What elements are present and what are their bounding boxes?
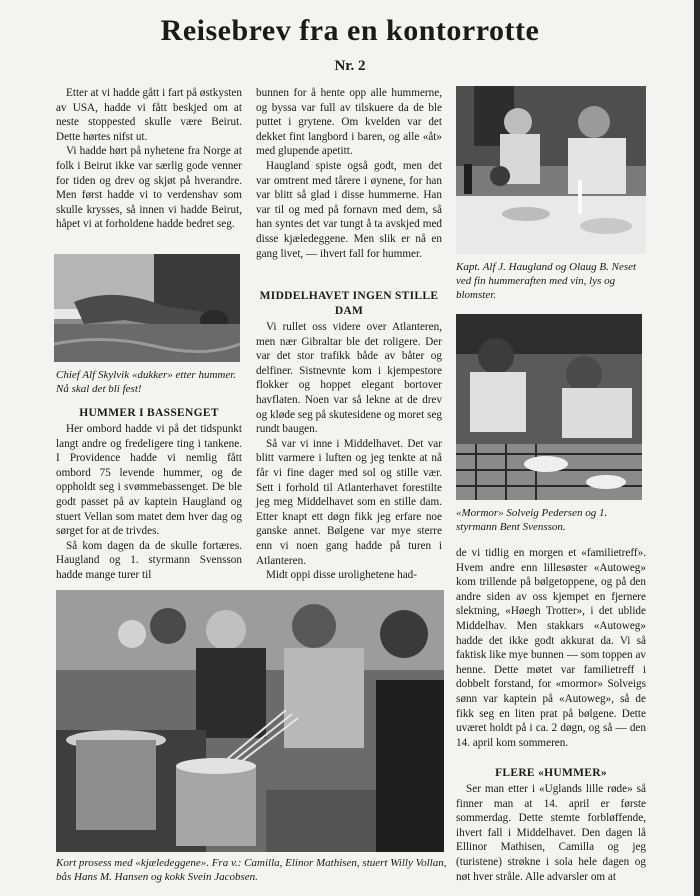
- article-title: Reisebrev fra en kontorrotte: [160, 14, 540, 47]
- photo-caption: Kort prosess med «kjæledeggene». Fra v.: Camilla, Elinor Mathisen, stuert Willy Vollan, bås Hans M. Hansen og kokk Svein Jacobsen.: [56, 857, 447, 883]
- paragraph: Så var vi inne i Middelhavet. Det var blitt varmere i luften og jeg tenkte at nå får vi fine dager med sol og stille vær. Sett i forhold til Atlanterhavet forestilte jeg meg Middelhavet som en stille dam. Etter knapt ett døgn fikk jeg erfare noe ganske annet. Bølgene var mye sterre enn vi noen gang hadde på turen i Atlanteren.: [256, 437, 442, 567]
- section-heading: HUMMER I BASSENGET: [79, 407, 219, 419]
- paragraph: Etter at vi hadde gått i fart på østkysten av USA, hadde vi fått beskjed om at neste stoppested skulle være Beirut. Dette hørtes nifst ut.: [56, 87, 242, 143]
- paragraph: de vi tidlig en morgen et «familietreff». Hvem andre enn lillesøster «Autoweg» kom trillende på bølgetoppene, og på den andre siden av oss kjempet en fjernere slektning, «Høegh Trotter», i det ublide Middelhav. Men stakkars «Autoweg» hadde det ikke godt akkurat da. Vi så faktisk like mye bunnen — som toppen av henne. Dette møtet var familietreff i dobbelt forstand, for «mormor» Solveigs sønn var kaptein på «Autoweg», så de fikk seg en liten prat på bølgene. Dette uværet holdt på i ca. 2 døgn, og så — den 14. april kom sommeren.: [456, 547, 646, 749]
- photo-caption: «Mormor» Solveig Pedersen og 1. styrmann Bent Svensson.: [456, 507, 608, 533]
- paragraph: Vi rullet oss videre over Atlanteren, men nær Gibraltar ble det roligere. Der var det stor trafikk både av båter og delfiner. Sistnevnte kom i kjempestore flokker og hoppet elegant bortover havflaten. Noen var så lekne at de drev og kløde seg på skutesidene og moret seg rundt baugen.: [256, 321, 442, 436]
- column-2-top-text: [256, 86, 442, 261]
- column-1-bottom-text: [56, 422, 242, 583]
- paragraph: Midt oppi disse urolighetene had-: [266, 569, 418, 582]
- column-2-bottom-text: [256, 320, 442, 583]
- photo-lobster-dinner: [456, 86, 646, 254]
- photo-caption: Kapt. Alf J. Haugland og Olaug B. Neset ved fin hummeraften med vin, lys og blomster.: [456, 261, 637, 301]
- column-1-top-text: [56, 86, 242, 232]
- section-heading: FLERE «HUMMER»: [495, 767, 607, 779]
- photo-kitchen-crew: [56, 590, 444, 852]
- section-heading: MIDDELHAVET INGEN STILLE DAM: [259, 290, 439, 317]
- paragraph: Haugland spiste også godt, men det var omtrent med tårere i øynene, for han var blitt så glad i disse hummerne. Han var til og med på fornavn med dem, så han syntes det var tungt å ta avskjed med disse kjæledeggene. Men slik er nå en gang livet, — ihvert fall for hummer.: [256, 159, 442, 260]
- paragraph: bunnen for å hente opp alle hummerne, og byssa var full av tilskuere da de ble puttet i grytene. Om kvelden var det dekket fint langbord i baren, og alle «åt» med glupende apetitt.: [256, 87, 442, 158]
- article-subtitle: Nr. 2: [334, 58, 366, 74]
- page-edge-shadow: [694, 0, 700, 896]
- photo-chief-diving-for-lobster: [54, 254, 240, 362]
- photo-mormor-and-first-mate: [456, 314, 642, 500]
- paragraph: Vi hadde hørt på nyhetene fra Norge at folk i Beirut ikke var særlig gode venner for tiden og drev og skjøt på hverandre. Men først hadde vi to verdenshav som skulle krysses, så innen vi hadde Beirut, håpet vi at forholdene hadde bedret seg.: [56, 145, 242, 231]
- paragraph: Ser man etter i «Uglands lille røde» så finner man at 14. april er første sommerdag. Dette stemte forbløffende, ihvert fall i Middelhavet. Den dagen lå Ellinor Mathisen, Camilla og jeg (turistene) strøkne i sola hele dagen og nøt hver stråle. Alle advarsler om at: [456, 783, 646, 883]
- paragraph: Her ombord hadde vi på det tidspunkt langt andre og fredeligere ting i tankene. I Providence hadde vi nemlig fått ombord 75 levende hummer, og de oppholdt seg i svømmebassenget. De ble godt passet på av kaptein Haugland og stuert Vellan som matet dem hver dag og sørget for at de trivdes.: [56, 423, 242, 538]
- column-3-text: [456, 546, 646, 750]
- column-3-bottom-text: [456, 782, 646, 884]
- photo-caption: Chief Alf Skylvik «dukker» etter hummer. Nå skal det bli fest!: [56, 369, 237, 395]
- paragraph: Så kom dagen da de skulle fortæres. Haugland og 1. styrmann Svensson hadde mange turer til: [56, 539, 242, 581]
